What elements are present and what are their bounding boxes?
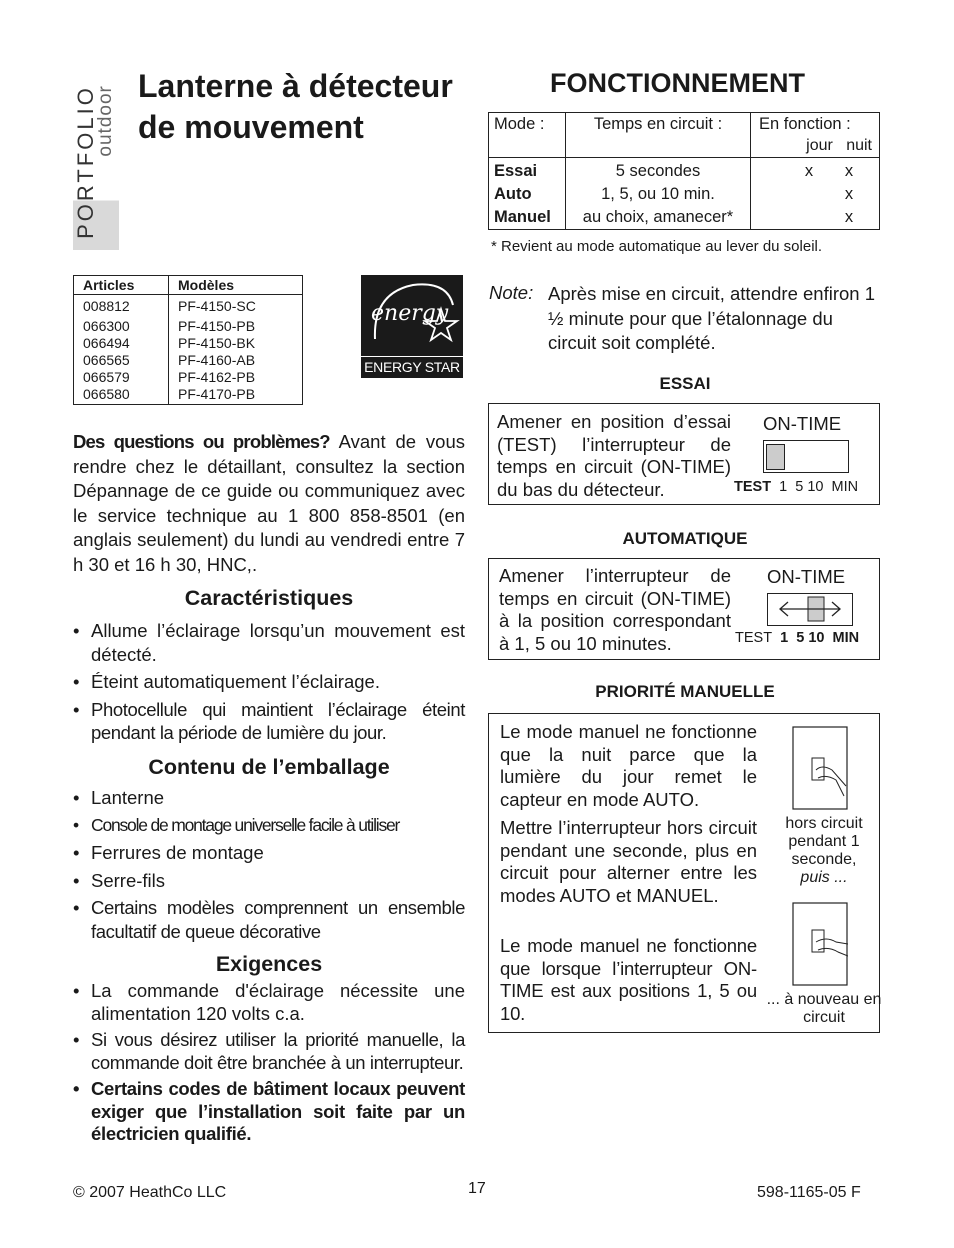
mode-cell: Auto (489, 183, 566, 206)
header-on (751, 113, 880, 158)
questions-lead: Des questions ou problèmes? (73, 431, 330, 452)
caption-puis: puis ... (800, 869, 848, 886)
header-on-label: En fonction : (759, 115, 851, 133)
essai-box (488, 403, 880, 505)
marks-cell (751, 158, 880, 184)
table-row (74, 295, 303, 316)
mode-table-header (489, 113, 880, 158)
list-item: • Certains modèles comprennent un ensemble facultatif de queue décorative (73, 896, 465, 943)
article-cell: 066565 (74, 352, 169, 369)
table-row (74, 386, 303, 405)
night-mark: x (844, 208, 854, 226)
questions-paragraph (73, 430, 465, 577)
night-mark: x (844, 185, 854, 203)
marks-cell (751, 183, 880, 206)
features-title: Caractéristiques (184, 586, 354, 610)
time-cell: 5 secondes (566, 158, 751, 184)
energy-star-script: energy (371, 301, 449, 326)
model-cell: PF-4150-SC (178, 298, 256, 314)
auto-scale (735, 630, 859, 646)
model-cell: PF-4162-PB (178, 369, 256, 385)
model-cell: PF-4150-PB (178, 318, 256, 334)
table-row (74, 352, 303, 369)
operation-title: FONCTIONNEMENT (550, 68, 805, 98)
article-cell: 066579 (74, 369, 169, 386)
requirements-title: Exigences (215, 952, 323, 976)
models-table (73, 275, 303, 405)
package-list (73, 786, 465, 947)
time-cell: 1, 5, ou 10 min. (566, 183, 751, 206)
essai-title: ESSAI (659, 374, 711, 393)
mode-footnote: * Revient au mode automatique au lever du soleil. (491, 238, 823, 255)
list-item: • Certains codes de bâtiment locaux peuvent exiger que l’installation soit faite par un électricien qualifié. (73, 1078, 465, 1146)
energy-star-logo (361, 275, 463, 378)
models-header-models: Modèles (169, 276, 303, 295)
list-item: • Si vous désirez utiliser la priorité manuelle, la commande doit être branchée à un interrupteur. (73, 1029, 465, 1074)
package-title: Contenu de l’emballage (148, 755, 390, 779)
list-item: • Éteint automatiquement l’éclairage. (73, 670, 465, 694)
manual-paragraph-2: Mettre l’interrupteur hors circuit pendant une seconde, plus en circuit pour alterner entre les modes AUTO et MANUEL. (500, 817, 757, 906)
header-mode: Mode : (489, 113, 566, 158)
document-number: 598-1165-05 F (757, 1184, 861, 1201)
manual-paragraph-1: Le mode manuel ne fonctionne que la nuit parce que la lumière du jour remet le capteur en mode AUTO. (500, 721, 757, 810)
features-list (73, 619, 465, 749)
brand-outdoor: outdoor (95, 85, 116, 157)
table-row (489, 158, 880, 184)
auto-text: Amener l’interrupteur de temps en circuit (ON-TIME) à la position correspondant à 1, 5 ou 10 minutes. (499, 565, 731, 654)
scale-values: 1 5 10 MIN (779, 479, 859, 495)
auto-box (488, 558, 880, 660)
essai-scale (734, 479, 858, 495)
header-time: Temps en circuit : (566, 113, 751, 158)
header-day-night (759, 135, 874, 156)
article-cell: 066300 (74, 315, 169, 335)
table-row (74, 315, 303, 335)
list-item: • Lanterne (73, 786, 465, 810)
manual-title: PRIORITÉ MANUELLE (595, 682, 775, 701)
manual-box (488, 713, 880, 1033)
table-row (489, 183, 880, 206)
mode-cell: Essai (489, 158, 566, 184)
note-text: Après mise en circuit, attendre enfiron 1 ½ minute pour que l’étalonnage du circuit soit complété. (548, 283, 875, 353)
brand-logo-text (73, 85, 116, 239)
copyright: © 2007 HeathCo LLC (73, 1184, 227, 1201)
list-item: • Serre-fils (73, 869, 465, 893)
night-mark: x (844, 162, 854, 180)
switch-on-caption: ... à nouveau en circuit (766, 991, 882, 1026)
list-item: • Allume l’éclairage lorsqu’un mouvement est détecté. (73, 619, 465, 666)
time-cell: au choix, amanecer* (566, 206, 751, 230)
requirements-list (73, 980, 465, 1150)
marks-cell (751, 206, 880, 230)
list-item: • La commande d'éclairage nécessite une alimentation 120 volts c.a. (73, 980, 465, 1025)
header-day: jour (806, 137, 833, 154)
auto-on-time-label: ON-TIME (767, 566, 846, 587)
switch-slider-icon (766, 444, 785, 470)
wall-switch-off-icon (792, 726, 848, 810)
page-title: Lanterne à détecteur de mouvement (138, 68, 453, 145)
mode-table (488, 112, 880, 230)
auto-title: AUTOMATIQUE (622, 529, 748, 548)
table-row (74, 369, 303, 386)
brand-logo (73, 74, 119, 250)
model-cell: PF-4150-BK (178, 335, 256, 351)
models-header-articles: Articles (74, 276, 169, 295)
auto-switch-diagram (767, 593, 853, 626)
manual-paragraph-3: Le mode manuel ne fonctionne que lorsque l’interrupteur ON-TIME est aux positions 1, 5 ou 10. (500, 935, 757, 1024)
brand-portfolio: PORTFOLIO (73, 85, 98, 239)
double-arrow-icon (768, 594, 852, 625)
mode-cell: Manuel (489, 206, 566, 230)
article-cell: 066494 (74, 335, 169, 352)
model-cell: PF-4170-PB (178, 386, 256, 402)
essai-on-time-label: ON-TIME (763, 413, 842, 434)
header-night: nuit (846, 137, 872, 154)
day-mark: x (804, 162, 814, 180)
list-item: • Console de montage universelle facile à utiliser (73, 814, 465, 838)
switch-off-caption (773, 815, 875, 887)
table-row (489, 206, 880, 230)
questions-text: Avant de vous rendre chez le détaillant, consultez la section Dépannage de ce guide ou communiquez avec le service technique au 1 800 858-8501 (en anglais seulement) du lundi au vendredi entre 7 h 30 et 16 h 30, HNC,. (73, 431, 465, 575)
essai-switch-diagram (763, 440, 849, 473)
wall-switch-on-icon (792, 902, 848, 986)
list-item: • Photocellule qui maintient l’éclairage éteint pendant la période de lumière du jour. (73, 698, 465, 745)
article-cell: 066580 (74, 386, 169, 405)
essai-text: Amener en position d’essai (TEST) l’interrupteur de temps en circuit (ON-TIME) du bas du détecteur. (497, 411, 731, 500)
list-item: • Ferrures de montage (73, 841, 465, 865)
energy-star-label: ENERGY STAR (361, 356, 463, 378)
scale-test: TEST (734, 479, 772, 495)
model-cell: PF-4160-AB (178, 352, 256, 368)
caption-off-text: hors circuit pendant 1 seconde, (785, 815, 863, 868)
article-cell: 008812 (74, 295, 169, 316)
note-label: Note: (489, 282, 534, 303)
scale-test: TEST (735, 630, 773, 646)
table-row (74, 335, 303, 352)
page-number: 17 (468, 1180, 486, 1197)
scale-values: 1 5 10 MIN (780, 630, 860, 646)
